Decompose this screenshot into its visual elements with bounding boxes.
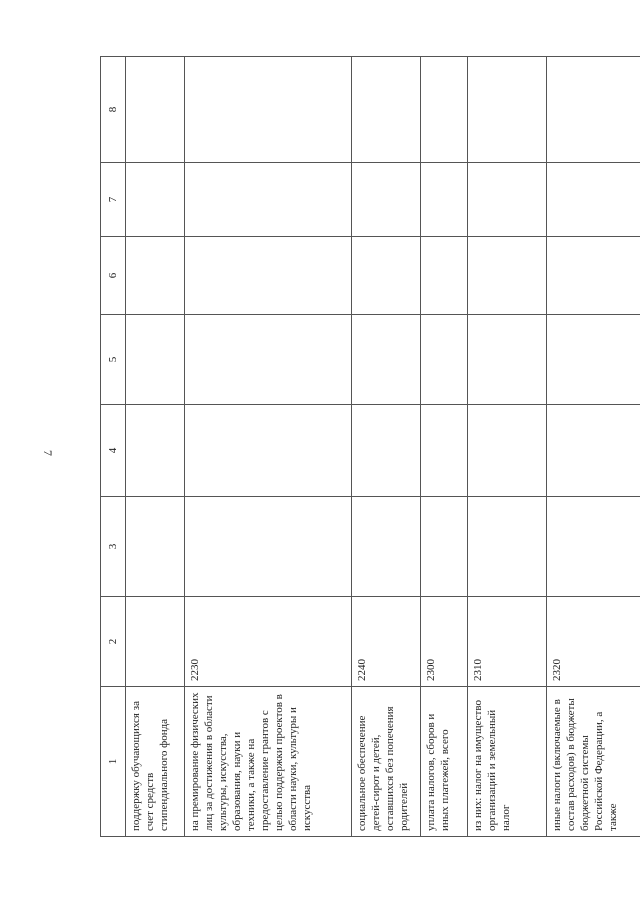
row-name-cell: уплата налогов, сборов и иных платежей, всего <box>421 687 468 837</box>
empty-cell <box>547 315 640 405</box>
row-name-cell: иные налоги (включаемые в состав расходов) в бюджеты бюджетной системы Российской Федерации, а также <box>547 687 640 837</box>
column-header-7: 7 <box>101 163 126 237</box>
row-name-cell: из них: налог на имущество организаций и земельный налог <box>468 687 547 837</box>
empty-cell <box>421 315 468 405</box>
row-name-cell: поддержку обучающихся за счет средств стипендиального фонда <box>126 687 185 837</box>
empty-cell <box>547 497 640 597</box>
empty-cell <box>352 315 421 405</box>
empty-cell <box>468 497 547 597</box>
column-header-6: 6 <box>101 237 126 315</box>
empty-cell <box>468 237 547 315</box>
table-row <box>352 57 421 837</box>
empty-cell <box>352 57 421 163</box>
empty-cell <box>352 163 421 237</box>
column-header-3: 3 <box>101 497 126 597</box>
empty-cell <box>185 405 352 497</box>
empty-cell <box>185 497 352 597</box>
empty-cell <box>126 405 185 497</box>
table-row <box>547 57 640 837</box>
row-code-cell: 2310 <box>468 597 547 687</box>
empty-cell <box>126 57 185 163</box>
row-name-cell: социальное обеспечение детей-сирот и детей, оставшихся без попечения родителей <box>352 687 421 837</box>
empty-cell <box>352 405 421 497</box>
empty-cell <box>421 57 468 163</box>
empty-cell <box>421 237 468 315</box>
empty-cell <box>468 57 547 163</box>
empty-cell <box>126 497 185 597</box>
row-code-cell: 2300 <box>421 597 468 687</box>
empty-cell <box>421 163 468 237</box>
row-code-cell: 2230 <box>185 597 352 687</box>
empty-cell <box>468 163 547 237</box>
column-header-5: 5 <box>101 315 126 405</box>
rotated-table-container <box>100 57 640 837</box>
table-row <box>421 57 468 837</box>
page-number: 7 <box>41 450 55 456</box>
empty-cell <box>352 497 421 597</box>
row-code-cell: 2320 <box>547 597 640 687</box>
row-code-cell <box>126 597 185 687</box>
empty-cell <box>185 315 352 405</box>
empty-cell <box>468 315 547 405</box>
empty-cell <box>352 237 421 315</box>
header-row <box>101 57 126 837</box>
empty-cell <box>547 237 640 315</box>
table-row <box>468 57 547 837</box>
empty-cell <box>185 163 352 237</box>
column-header-2: 2 <box>101 597 126 687</box>
empty-cell <box>547 163 640 237</box>
empty-cell <box>421 405 468 497</box>
table-row <box>126 57 185 837</box>
table-row <box>185 57 352 837</box>
empty-cell <box>185 57 352 163</box>
expenditure-table <box>100 56 640 837</box>
empty-cell <box>126 315 185 405</box>
empty-cell <box>126 237 185 315</box>
row-code-cell: 2240 <box>352 597 421 687</box>
column-header-4: 4 <box>101 405 126 497</box>
empty-cell <box>421 497 468 597</box>
column-header-8: 8 <box>101 57 126 163</box>
empty-cell <box>547 57 640 163</box>
column-header-1: 1 <box>101 687 126 837</box>
row-name-cell: на премирование физических лиц за достижения в области культуры, искусства, образования, науки и техники, а также на предоставление грантов с целью поддержки проектов в области науки, культуры и искусства <box>185 687 352 837</box>
empty-cell <box>468 405 547 497</box>
empty-cell <box>547 405 640 497</box>
empty-cell <box>185 237 352 315</box>
empty-cell <box>126 163 185 237</box>
